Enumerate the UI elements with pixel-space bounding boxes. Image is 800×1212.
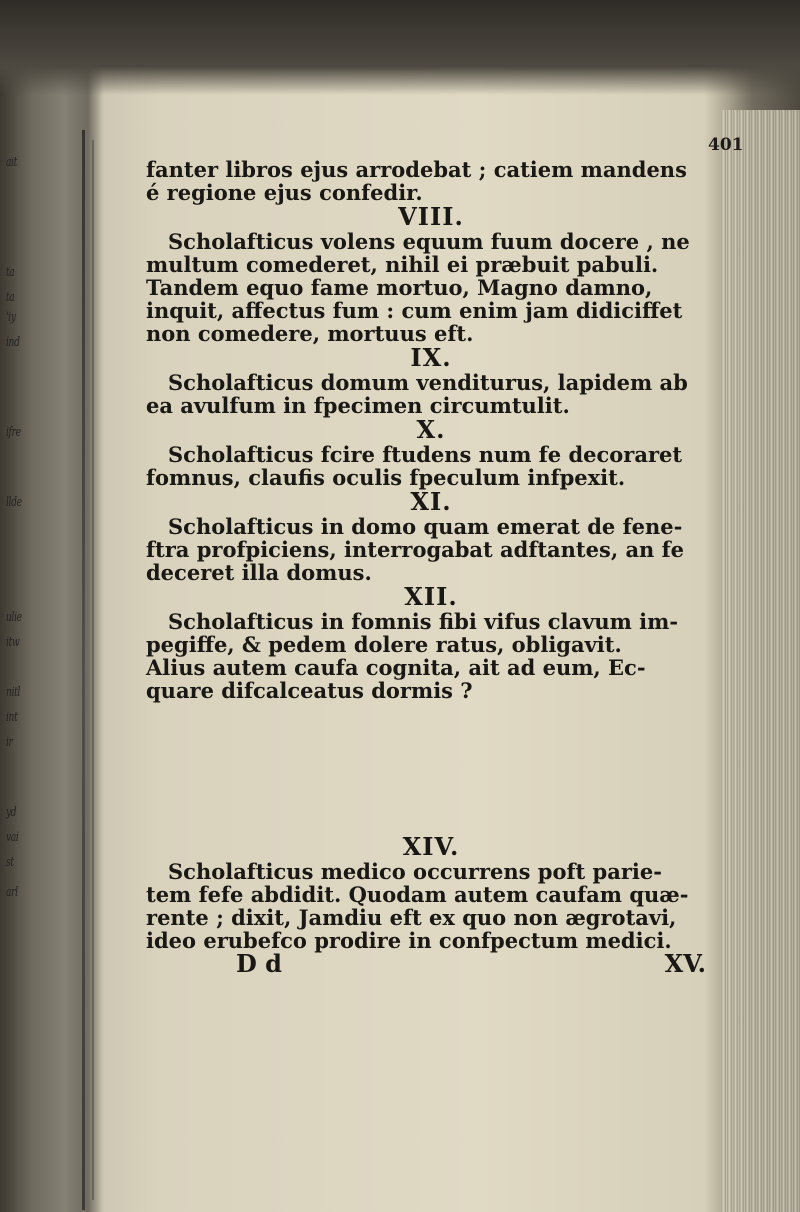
main-text bbox=[146, 157, 706, 978]
text-line: rente ; dixit, Jamdiu eft ex quo non ægrotavi, bbox=[146, 905, 677, 930]
margin-fragment: ir bbox=[6, 735, 13, 750]
text-line: fanter libros ejus arrodebat ; catiem mandens bbox=[146, 157, 687, 182]
text-line: Scholafticus volens equum fuum docere , ne bbox=[168, 229, 690, 254]
text-line: multum comederet, nihil ei præbuit pabuli. bbox=[146, 252, 659, 277]
margin-fragment: ait bbox=[6, 155, 17, 170]
text-line: Scholafticus fcire ftudens num fe decoraret bbox=[168, 442, 683, 467]
text-line: tem fefe abdidit. Quodam autem caufam quæ- bbox=[146, 882, 689, 907]
text-line: Scholafticus domum venditurus, lapidem ab bbox=[168, 370, 688, 395]
catchword: XV. bbox=[664, 949, 706, 978]
blank-space bbox=[146, 702, 706, 834]
gutter-fold bbox=[82, 130, 85, 1210]
text-section-upper bbox=[146, 158, 706, 702]
margin-fragment: ta bbox=[6, 265, 15, 280]
facing-page-margin bbox=[0, 95, 105, 1212]
margin-fragment: st bbox=[6, 855, 14, 870]
page-number: 401 bbox=[708, 135, 744, 155]
text-line: deceret illa domus. bbox=[146, 560, 372, 585]
text-line: quare difcalceatus dormis ? bbox=[146, 678, 473, 703]
footer-row bbox=[146, 949, 706, 978]
margin-fragment: int bbox=[6, 710, 18, 725]
page-edge-stack bbox=[722, 110, 800, 1212]
section-numeral: X. bbox=[416, 415, 446, 444]
text-line: Scholafticus in fomnis fibi vifus clavum im- bbox=[168, 609, 679, 634]
margin-fragment: yd bbox=[6, 805, 17, 820]
margin-fragment: ifre bbox=[6, 425, 21, 440]
text-line: Scholafticus medico occurrens poft parie- bbox=[168, 859, 662, 884]
text-line: ideo erubefco prodire in confpectum medici. bbox=[146, 928, 672, 953]
gutter-fold-shadow bbox=[92, 140, 94, 1200]
text-line: Scholafticus in domo quam emerat de fene- bbox=[168, 514, 683, 539]
text-line: pegiffe, & pedem dolere ratus, obligavit. bbox=[146, 632, 622, 657]
margin-fragment: vai bbox=[6, 830, 19, 845]
margin-fragment: itw bbox=[6, 635, 20, 650]
text-line: ea avulfum in fpecimen circumtulit. bbox=[146, 393, 570, 418]
section-numeral: XII. bbox=[404, 582, 458, 611]
text-section-lower bbox=[146, 834, 706, 952]
margin-fragment: llde bbox=[6, 495, 22, 510]
margin-fragment: 'iy bbox=[6, 310, 16, 325]
text-line: inquit, affectus fum : cum enim jam didiciffet bbox=[146, 298, 683, 323]
margin-fragment: arl bbox=[6, 885, 18, 900]
section-numeral: VIII. bbox=[398, 202, 464, 231]
section-numeral: IX. bbox=[410, 343, 452, 372]
margin-fragment: nitl bbox=[6, 685, 20, 700]
text-line: é regione ejus confedir. bbox=[146, 180, 423, 205]
text-line: Alius autem caufa cognita, ait ad eum, Ec- bbox=[146, 655, 646, 680]
text-line: fomnus, claufis oculis fpeculum infpexit. bbox=[146, 465, 626, 490]
margin-fragment: ind bbox=[6, 335, 20, 350]
signature-mark: D d bbox=[236, 949, 282, 978]
margin-fragment: ulie bbox=[6, 610, 22, 625]
page-top-shadow bbox=[0, 0, 800, 95]
section-numeral: XI. bbox=[410, 487, 452, 516]
text-line: Tandem equo fame mortuo, Magno damno, bbox=[146, 275, 653, 300]
text-line: non comedere, mortuus eft. bbox=[146, 321, 474, 346]
text-line: ftra profpiciens, interrogabat adftantes, an fe bbox=[146, 537, 685, 562]
margin-fragment: ta bbox=[6, 290, 15, 305]
section-numeral: XIV. bbox=[402, 832, 460, 861]
